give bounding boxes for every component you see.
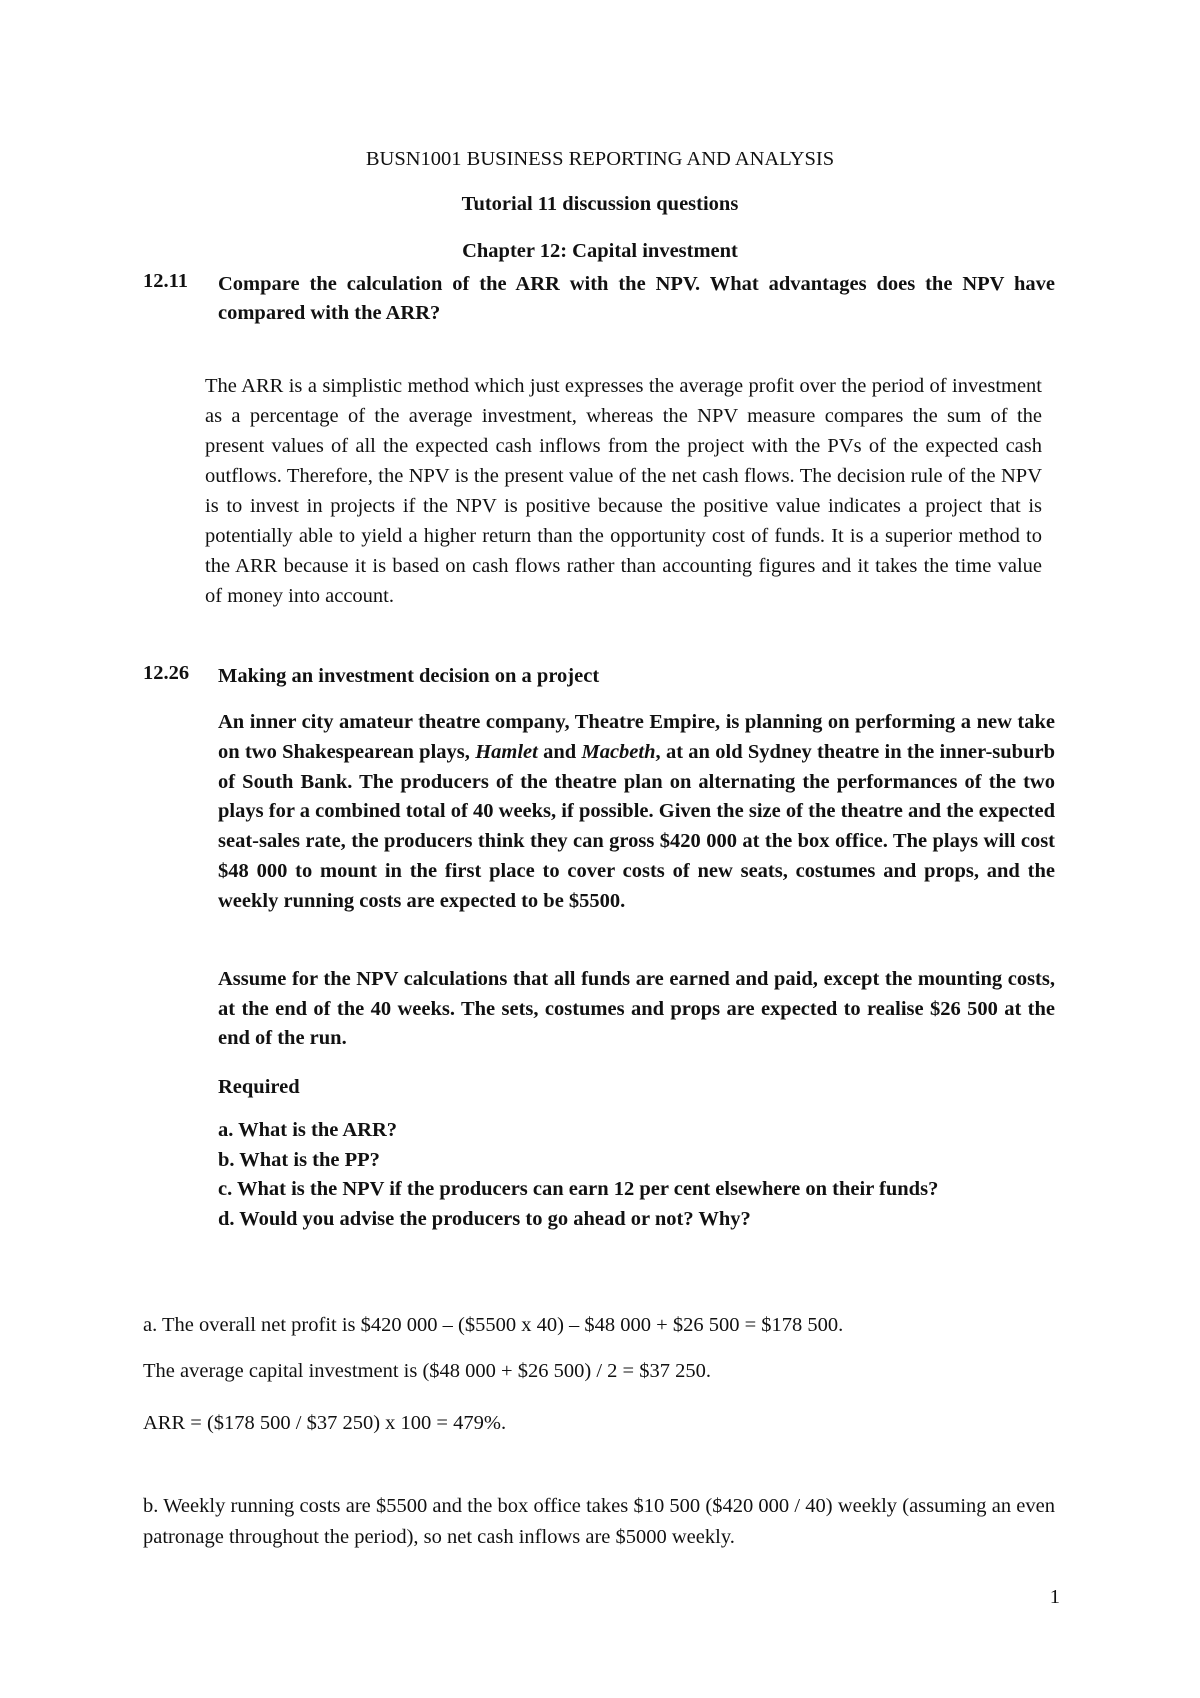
play-title: Hamlet xyxy=(475,740,538,763)
question-text: Compare the calculation of the ARR with the NPV. What advantages does the NPV have compared with the ARR? xyxy=(218,273,1055,324)
play-title: Macbeth xyxy=(581,740,656,763)
scenario-text: , at an old Sydney theatre in the inner-suburb of South Bank. The producers of the theatre plan on alternating the performances of the two plays for a combined total of 40 weeks, if possible. Given the size of the theatre and the expected seat-sales rate, the producers think they can gross $420 000 at the box office. The plays will cost $48 000 to mount in the first place to cover costs of new seats, costumes and props, and the weekly running costs are expected to be $5500. xyxy=(218,740,1055,912)
scenario-connector: and xyxy=(537,740,582,763)
assumption-paragraph: Assume for the NPV calculations that all funds are earned and paid, except the mounting costs, at the end of the 40 weeks. The sets, costumes and props are expected to realise $26 500 at the end of the run. xyxy=(218,968,1055,1049)
question-number: 12.26 xyxy=(143,662,190,684)
page-number: 1 xyxy=(1049,1586,1060,1608)
document-title: BUSN1001 BUSINESS REPORTING AND ANALYSIS xyxy=(365,148,835,170)
answer-paragraph: The ARR is a simplistic method which just expresses the average profit over the period of investment as a percentage of the average investment, whereas the NPV measure compares the sum of the present values of all the expected cash inflows from the project with the PVs of the expected cash outflows. Therefore, the NPV is the present value of the net cash flows. The decision rule of the NPV is to invest in projects if the NPV is positive because the positive value indicates a project that is potentially able to yield a higher return than the opportunity cost of funds. It is a superior method to the ARR because it is based on cash flows rather than accounting figures and it takes the time value of money into account. xyxy=(205,375,1042,607)
answer-a-line: The average capital investment is ($48 000 + $26 500) / 2 = $37 250. xyxy=(143,1360,711,1382)
list-item: c. What is the NPV if the producers can earn 12 per cent elsewhere on their funds? xyxy=(218,1178,939,1200)
required-list xyxy=(218,1116,1055,1234)
answer-a-line: ARR = ($178 500 / $37 250) x 100 = 479%. xyxy=(143,1412,507,1434)
scenario-paragraph xyxy=(218,708,1055,917)
answer-b-paragraph: b. Weekly running costs are $5500 and the box office takes $10 500 ($420 000 / 40) weekly (assuming an even patronage throughout the period), so net cash inflows are $5000 weekly. xyxy=(143,1495,1055,1548)
scenario-text: An inner city amateur theatre company, Theatre Empire, is planning on performing a new take on two Shakespearean plays, xyxy=(218,711,1055,763)
question-number: 12.11 xyxy=(143,270,188,292)
list-item: b. What is the PP? xyxy=(218,1148,380,1171)
list-item: a. What is the ARR? xyxy=(218,1119,398,1141)
required-label: Required xyxy=(218,1076,300,1098)
chapter-heading: Chapter 12: Capital investment xyxy=(462,240,738,262)
document-subtitle: Tutorial 11 discussion questions xyxy=(461,193,739,215)
question-title: Making an investment decision on a project xyxy=(218,665,600,687)
answer-a-line: a. The overall net profit is $420 000 – ($5500 x 40) – $48 000 + $26 500 = $178 500. xyxy=(143,1314,844,1336)
list-item: d. Would you advise the producers to go ahead or not? Why? xyxy=(218,1207,751,1230)
